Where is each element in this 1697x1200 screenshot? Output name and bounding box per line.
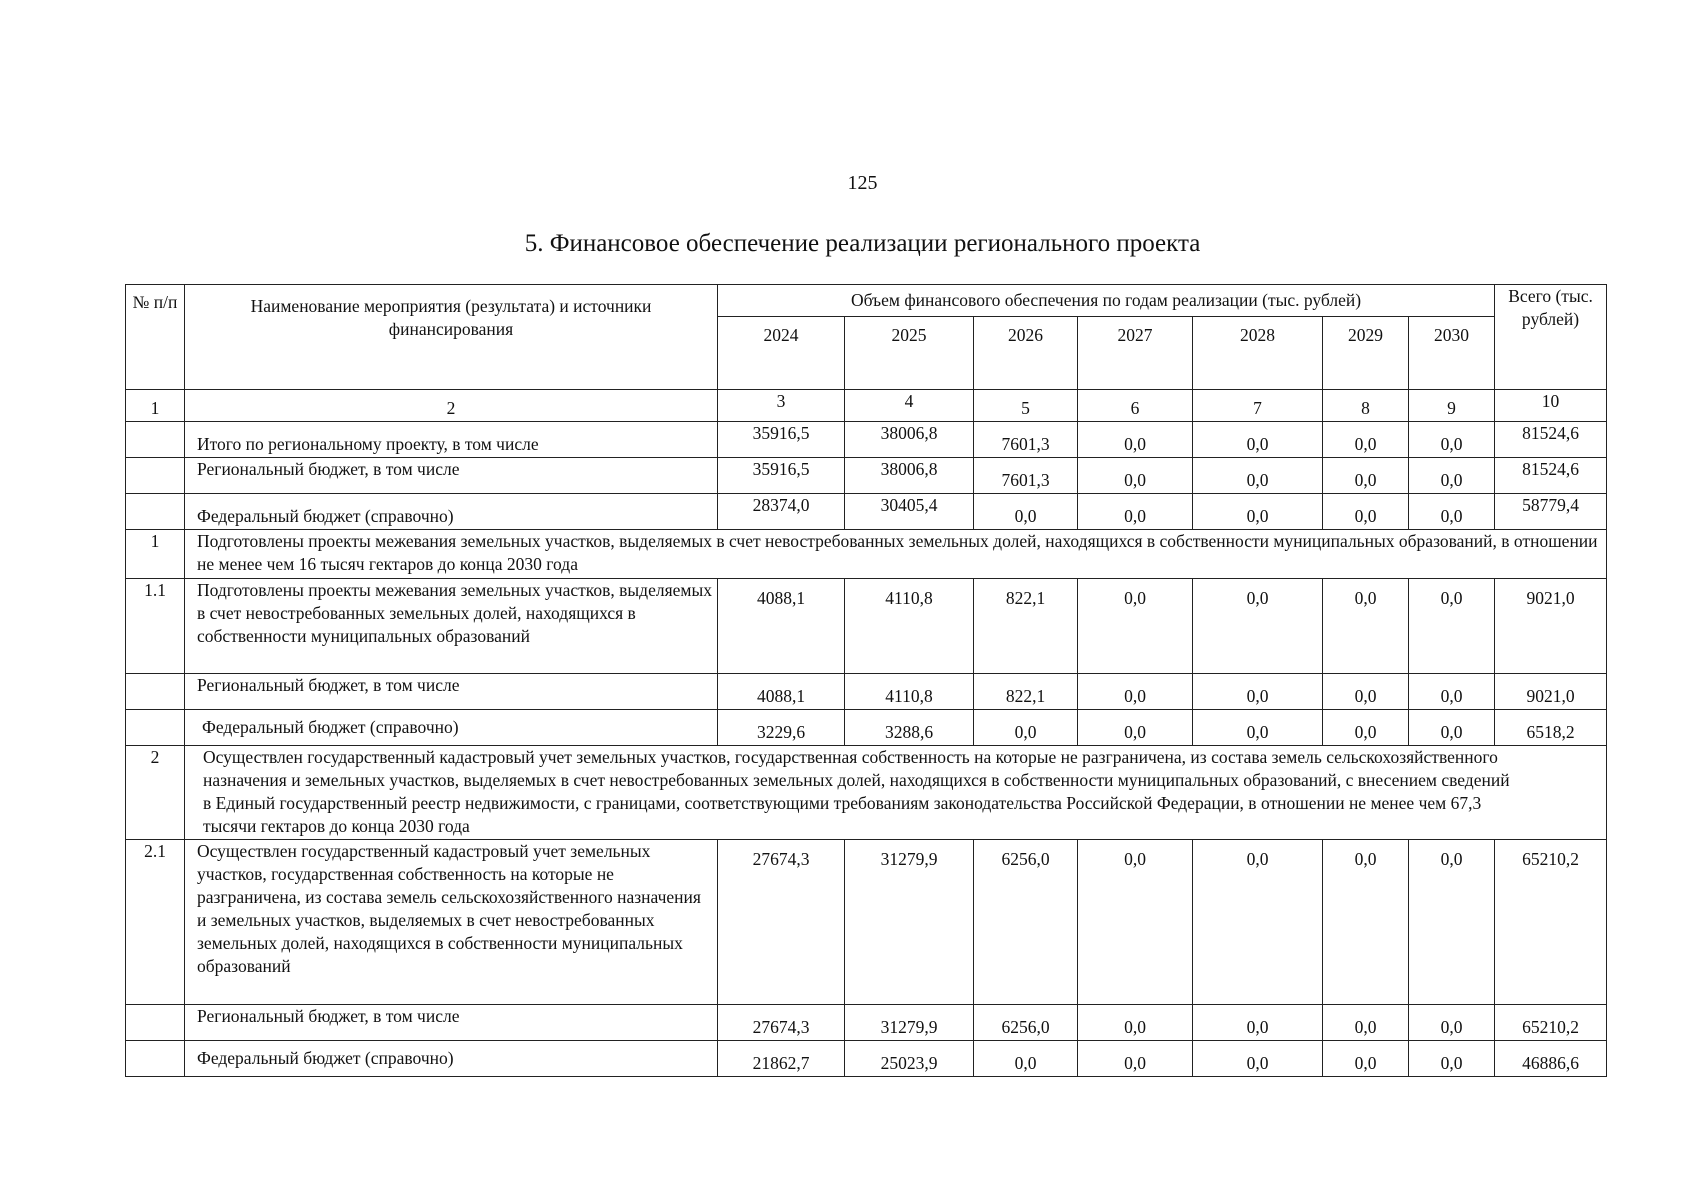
value-2030: 0,0 <box>1409 674 1495 710</box>
section-row <box>126 530 1607 579</box>
value-2026: 0,0 <box>974 710 1078 746</box>
header-year: 2024 <box>718 317 845 390</box>
row-num <box>126 422 185 458</box>
col-number: 2 <box>185 390 718 422</box>
value-2028: 0,0 <box>1193 579 1323 674</box>
value-2028: 0,0 <box>1193 422 1323 458</box>
section-description: Осуществлен государственный кадастровый учет земельных участков, государственная собственность на которые не разграничена, из состава земель сельскохозяйственного назначения и земельных участков, выделяемых в счет невостребованных земельных долей, находящихся в собственности муниципальных образований, с внесением сведений в Единый государственный реестр недвижимости, с границами, соответствующими требованиям законодательства Российской Федерации, в отношении не менее чем 67,3 тысячи гектаров до конца 2030 года <box>185 746 1607 840</box>
row-name: Осуществлен государственный кадастровый учет земельных участков, государственная собственность на которые не разграничена, из состава земель сельскохозяйственного назначения и земельных участков, выделяемых в счет невостребованных земельных долей, находящихся в собственности муниципальных образований <box>185 840 718 1005</box>
header-volume-col: Объем финансового обеспечения по годам реализации (тыс. рублей) <box>718 285 1495 317</box>
value-2029: 0,0 <box>1323 422 1409 458</box>
value-2029: 0,0 <box>1323 494 1409 530</box>
header-year: 2028 <box>1193 317 1323 390</box>
header-num-col: № п/п <box>126 285 185 390</box>
value-2026: 6256,0 <box>974 840 1078 1005</box>
col-number: 6 <box>1078 390 1193 422</box>
value-2026: 7601,3 <box>974 458 1078 494</box>
value-2025: 30405,4 <box>845 494 974 530</box>
row-num <box>126 710 185 746</box>
header-year: 2025 <box>845 317 974 390</box>
value-2024: 28374,0 <box>718 494 845 530</box>
value-2029: 0,0 <box>1323 674 1409 710</box>
table-row <box>126 1005 1607 1041</box>
value-2029: 0,0 <box>1323 1005 1409 1041</box>
col-number: 10 <box>1495 390 1607 422</box>
row-num <box>126 674 185 710</box>
value-2024: 21862,7 <box>718 1041 845 1077</box>
value-2029: 0,0 <box>1323 458 1409 494</box>
value-2024: 4088,1 <box>718 579 845 674</box>
value-2028: 0,0 <box>1193 494 1323 530</box>
value-total: 46886,6 <box>1495 1041 1607 1077</box>
row-num: 1 <box>126 530 185 579</box>
value-total: 65210,2 <box>1495 840 1607 1005</box>
value-total: 65210,2 <box>1495 1005 1607 1041</box>
value-2029: 0,0 <box>1323 579 1409 674</box>
table-row <box>126 579 1607 674</box>
table-row <box>126 710 1607 746</box>
row-num <box>126 494 185 530</box>
value-2027: 0,0 <box>1078 579 1193 674</box>
value-2029: 0,0 <box>1323 1041 1409 1077</box>
value-2025: 3288,6 <box>845 710 974 746</box>
value-2027: 0,0 <box>1078 674 1193 710</box>
value-2028: 0,0 <box>1193 458 1323 494</box>
value-2024: 27674,3 <box>718 1005 845 1041</box>
row-name: Подготовлены проекты межевания земельных участков, выделяемых в счет невостребованных земельных долей, находящихся в собственности муниципальных образований <box>185 579 718 674</box>
section-description: Подготовлены проекты межевания земельных участков, выделяемых в счет невостребованных земельных долей, находящихся в собственности муниципальных образований, в отношении не менее чем 16 тысяч гектаров до конца 2030 года <box>185 530 1607 579</box>
value-2028: 0,0 <box>1193 674 1323 710</box>
row-num: 2.1 <box>126 840 185 1005</box>
value-2024: 27674,3 <box>718 840 845 1005</box>
value-2030: 0,0 <box>1409 422 1495 458</box>
value-2027: 0,0 <box>1078 494 1193 530</box>
col-number: 8 <box>1323 390 1409 422</box>
row-name: Итого по региональному проекту, в том числе <box>185 422 718 458</box>
value-2025: 38006,8 <box>845 422 974 458</box>
col-number: 7 <box>1193 390 1323 422</box>
value-2026: 0,0 <box>974 1041 1078 1077</box>
value-2027: 0,0 <box>1078 840 1193 1005</box>
value-2030: 0,0 <box>1409 710 1495 746</box>
value-total: 81524,6 <box>1495 422 1607 458</box>
value-2025: 25023,9 <box>845 1041 974 1077</box>
value-2024: 4088,1 <box>718 674 845 710</box>
row-num: 1.1 <box>126 579 185 674</box>
value-2030: 0,0 <box>1409 494 1495 530</box>
table-row <box>126 1041 1607 1077</box>
row-name: Федеральный бюджет (справочно) <box>185 1041 718 1077</box>
header-year: 2027 <box>1078 317 1193 390</box>
value-2027: 0,0 <box>1078 458 1193 494</box>
value-2027: 0,0 <box>1078 422 1193 458</box>
table-row <box>126 458 1607 494</box>
table-row <box>126 840 1607 1005</box>
value-total: 9021,0 <box>1495 579 1607 674</box>
table-row <box>126 674 1607 710</box>
col-number: 9 <box>1409 390 1495 422</box>
value-2025: 38006,8 <box>845 458 974 494</box>
value-total: 58779,4 <box>1495 494 1607 530</box>
section-row <box>126 746 1607 840</box>
value-2029: 0,0 <box>1323 710 1409 746</box>
value-2027: 0,0 <box>1078 1005 1193 1041</box>
value-2026: 6256,0 <box>974 1005 1078 1041</box>
row-num <box>126 1005 185 1041</box>
row-num: 2 <box>126 746 185 840</box>
value-2030: 0,0 <box>1409 579 1495 674</box>
col-number: 1 <box>126 390 185 422</box>
value-total: 81524,6 <box>1495 458 1607 494</box>
value-2026: 822,1 <box>974 674 1078 710</box>
value-2030: 0,0 <box>1409 840 1495 1005</box>
row-num <box>126 1041 185 1077</box>
value-2026: 7601,3 <box>974 422 1078 458</box>
value-2028: 0,0 <box>1193 1005 1323 1041</box>
table-row <box>126 422 1607 458</box>
row-name: Федеральный бюджет (справочно) <box>185 494 718 530</box>
header-year: 2026 <box>974 317 1078 390</box>
header-year: 2030 <box>1409 317 1495 390</box>
value-2025: 31279,9 <box>845 1005 974 1041</box>
header-total-col: Всего (тыс. рублей) <box>1495 285 1607 390</box>
col-number: 3 <box>718 390 845 422</box>
row-name: Федеральный бюджет (справочно) <box>185 710 718 746</box>
row-name: Региональный бюджет, в том числе <box>185 1005 718 1041</box>
col-number: 5 <box>974 390 1078 422</box>
header-year: 2029 <box>1323 317 1409 390</box>
value-2027: 0,0 <box>1078 1041 1193 1077</box>
value-2030: 0,0 <box>1409 1005 1495 1041</box>
row-name: Региональный бюджет, в том числе <box>185 458 718 494</box>
header-row <box>126 285 1607 317</box>
table-row <box>126 494 1607 530</box>
section-title: 5. Финансовое обеспечение реализации регионального проекта <box>524 230 1201 257</box>
value-2028: 0,0 <box>1193 1041 1323 1077</box>
value-2025: 4110,8 <box>845 579 974 674</box>
value-2029: 0,0 <box>1323 840 1409 1005</box>
value-2028: 0,0 <box>1193 710 1323 746</box>
row-name: Региональный бюджет, в том числе <box>185 674 718 710</box>
value-2024: 35916,5 <box>718 458 845 494</box>
value-2030: 0,0 <box>1409 458 1495 494</box>
header-name-col: Наименование мероприятия (результата) и источники финансирования <box>185 285 718 390</box>
value-2027: 0,0 <box>1078 710 1193 746</box>
value-2026: 0,0 <box>974 494 1078 530</box>
value-2024: 35916,5 <box>718 422 845 458</box>
column-numbers-row <box>126 390 1607 422</box>
value-2030: 0,0 <box>1409 1041 1495 1077</box>
value-2028: 0,0 <box>1193 840 1323 1005</box>
col-number: 4 <box>845 390 974 422</box>
row-num <box>126 458 185 494</box>
page-number: 125 <box>847 172 878 194</box>
value-2025: 4110,8 <box>845 674 974 710</box>
value-total: 9021,0 <box>1495 674 1607 710</box>
value-total: 6518,2 <box>1495 710 1607 746</box>
value-2025: 31279,9 <box>845 840 974 1005</box>
value-2024: 3229,6 <box>718 710 845 746</box>
value-2026: 822,1 <box>974 579 1078 674</box>
financing-table <box>125 284 1607 1077</box>
